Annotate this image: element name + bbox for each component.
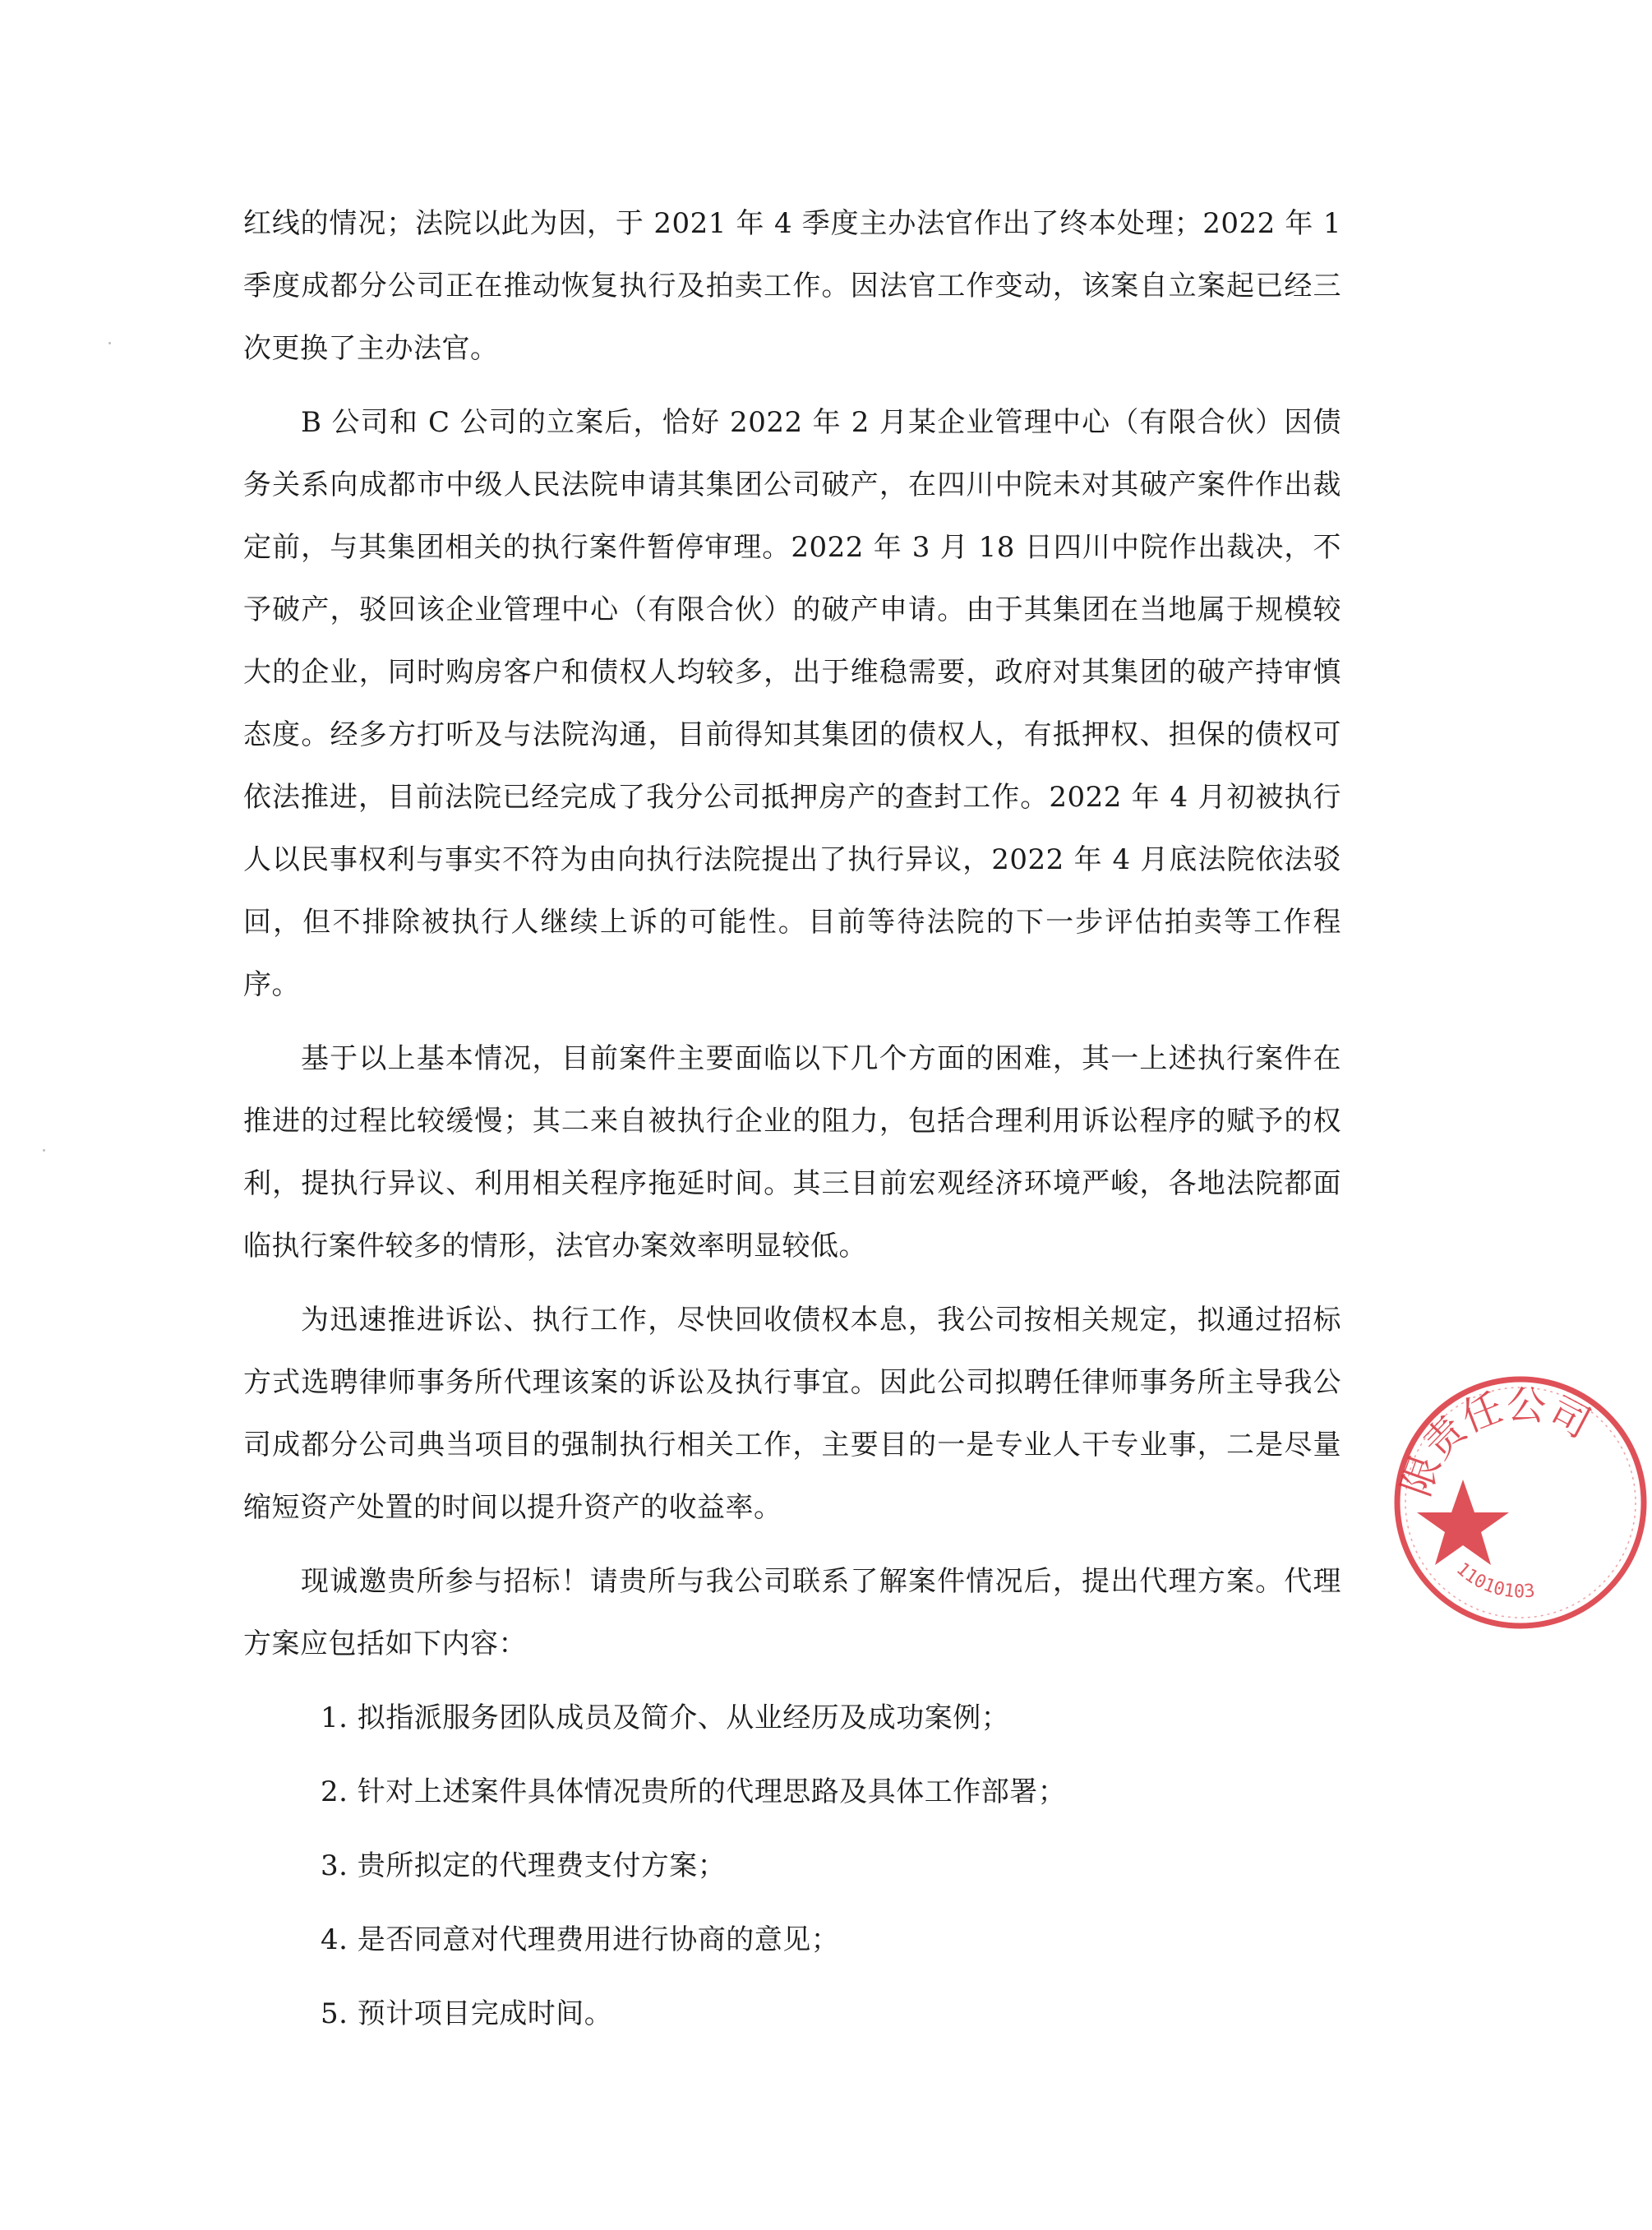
paragraph-difficulties: 基于以上基本情况，目前案件主要面临以下几个方面的困难，其一上述执行案件在推进的过程比较缓慢；其二来自被执行企业的阻力，包括合理利用诉讼程序的赋予的权利，提执行异议、利用相关程序拖延时间。其三目前宏观经济环境严峻，各地法院都面临执行案件较多的情形，法官办案效率明显较低。	[243, 1042, 1341, 1263]
document-body	[243, 192, 1341, 2045]
list-item: 5. 预计项目完成时间。	[321, 1997, 613, 2030]
paragraph-case-status: B 公司和 C 公司的立案后，恰好 2022 年 2 月某企业管理中心（有限合伙）因债务关系向成都市中级人民法院申请其集团公司破产，在四川中院未对其破产案件作出裁定前，与其集团相关的执行案件暂停审理。2022 年 3 月 18 日四川中院作出裁决，不予破产，驳回该企业管理中心（有限合伙）的破产申请。由于其集团在当地属于规模较大的企业，同时购房客户和债权人均较多，出于维稳需要，政府对其集团的破产持审慎态度。经多方打听及与法院沟通，目前得知其集团的债权人，有抵押权、担保的债权可依法推进，目前法院已经完成了我分公司抵押房产的查封工作。2022 年 4 月初被执行人以民事权利与事实不符为由向执行法院提出了执行异议，2022 年 4 月底法院依法驳回，但不排除被执行人继续上诉的可能性。目前等待法院的下一步评估拍卖等工作程序。	[243, 406, 1341, 1001]
list-item: 4. 是否同意对代理费用进行协商的意见；	[321, 1923, 840, 1956]
list-item: 3. 贵所拟定的代理费支付方案；	[321, 1849, 727, 1882]
paragraph-purpose: 为迅速推进诉讼、执行工作，尽快回收债权本息，我公司按相关规定，拟通过招标方式选聘律师事务所代理该案的诉讼及执行事宜。因此公司拟聘任律师事务所主导我公司成都分公司典当项目的强制执行相关工作，主要目的一是专业人干专业事，二是尽量缩短资产处置的时间以提升资产的收益率。	[243, 1304, 1341, 1524]
scan-speck	[108, 342, 111, 344]
list-item: 1. 拟指派服务团队成员及简介、从业经历及成功案例；	[321, 1701, 1010, 1734]
seal-bottom-code: 11010103	[1451, 1558, 1536, 1603]
paragraph-continuation: 红线的情况；法院以此为因，于 2021 年 4 季度主办法官作出了终本处理；2022 年 1 季度成都分公司正在推动恢复执行及拍卖工作。因法官工作变动，该案自立案起已经三次更换了主办法官。	[243, 207, 1341, 365]
list-item: 2. 针对上述案件具体情况贵所的代理思路及具体工作部署；	[321, 1775, 1067, 1808]
company-seal-stamp	[1389, 1371, 1652, 1634]
requirements-list	[243, 1687, 1341, 2045]
scan-speck	[43, 1149, 45, 1152]
seal-top-text: 限责任公司	[1392, 1381, 1599, 1503]
paragraph-invitation: 现诚邀贵所参与招标！请贵所与我公司联系了解案件情况后，提出代理方案。代理方案应包括如下内容：	[243, 1565, 1341, 1660]
